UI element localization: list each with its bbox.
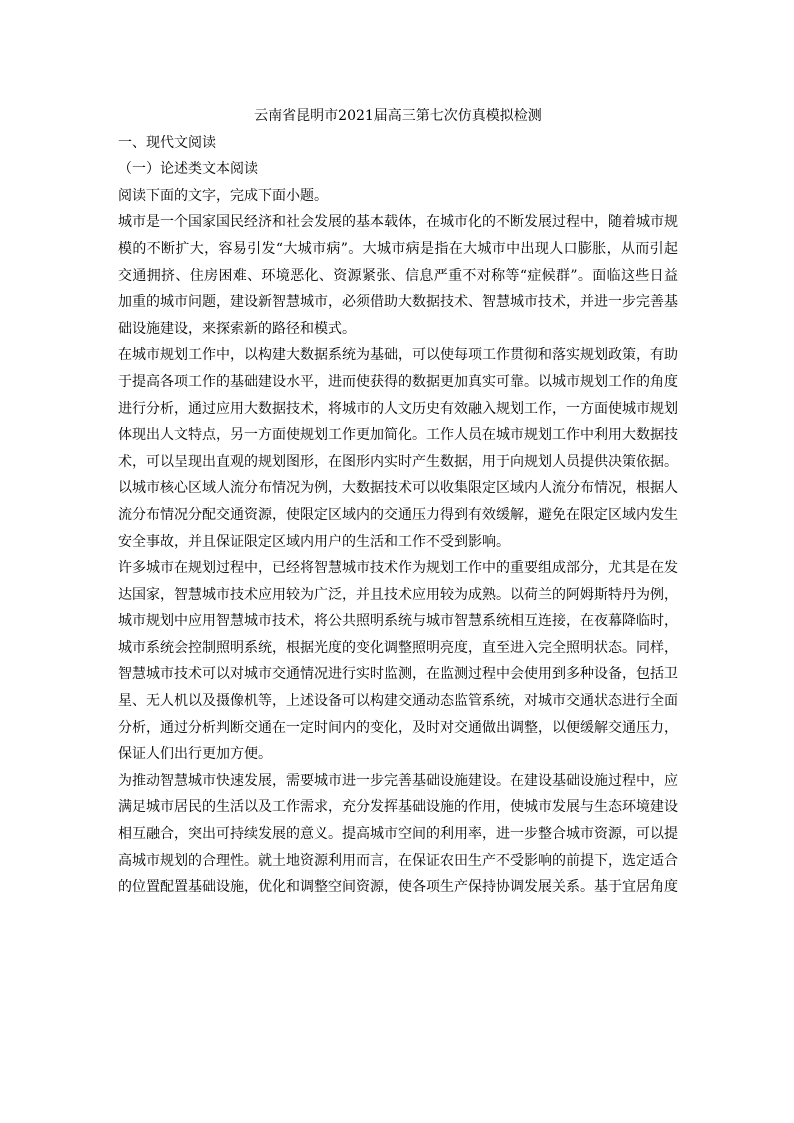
paragraph-2: 在城市规划工作中，以构建大数据系统为基础，可以使每项工作贯彻和落实规划政策，有助于提高各项工作的基础建设水平，进而使获得的数据更加真实可靠。以城市规划工作的角度进行分析，通过应用大数据技术，将城市的人文历史有效融入规划工作，一方面使城市规划体现出人文特点，另一方面使规划工作更加简化。工作人员在城市规划工作中利用大数据技术，可以呈现出直观的规划图形，在图形内实时产生数据，用于向规划人员提供决策依据。以城市核心区域人流分布情况为例，大数据技术可以收集限定区域内人流分布情况，根据人流分布情况分配交通资源，使限定区域内的交通压力得到有效缓解，避免在限定区域内发生安全事故，并且保证限定区域内用户的生活和工作不受到影响。 [118,347,678,550]
paragraph-3: 许多城市在规划过程中，已经将智慧城市技术作为规划工作中的重要组成部分，尤其是在发达国家，智慧城市技术应用较为广泛，并且技术应用较为成熟。以荷兰的阿姆斯特丹为例，城市规划中应用智慧城市技术，将公共照明系统与城市智慧系统相互连接，在夜幕降临时，城市系统会控制照明系统，根据光度的变化调整照明亮度，直至进入完全照明状态。同样，智慧城市技术可以对城市交通情况进行实时监测，在监测过程中会使用到多种设备，包括卫星、无人机以及摄像机等，上述设备可以构建交通动态监管系统，对城市交通状态进行全面分析，通过分析判断交通在一定时间内的变化，及时对交通做出调整，以便缓解交通压力，保证人们出行更加方便。 [118,560,678,763]
subsection-heading: （一）论述类文本阅读 [118,161,258,178]
paragraph-1: 城市是一个国家国民经济和社会发展的基本载体，在城市化的不断发展过程中，随着城市规模的不断扩大，容易引发“大城市病”。大城市病是指在大城市中出现人口膨胀，从而引起交通拥挤、住房困难、环境恶化、资源紧张、信息严重不对称等“症候群”。面临这些日益加重的城市问题，建设新智慧城市，必须借助大数据技术、智慧城市技术，并进一步完善基础设施建设，来探索新的路径和模式。 [118,214,678,337]
reading-instruction: 阅读下面的文字，完成下面小题。 [118,187,328,204]
document-title: 云南省昆明市2021届高三第七次仿真模拟检测 [254,108,542,124]
paragraph-4: 为推动智慧城市快速发展，需要城市进一步完善基础设施建设。在建设基础设施过程中，应满足城市居民的生活以及工作需求，充分发挥基础设施的作用，使城市发展与生态环境建设相互融合，突出可持续发展的意义。提高城市空间的利用率，进一步整合城市资源，可以提高城市规划的合理性。就土地资源利用而言，在保证农田生产不受影响的前提下，选定适合的位置配置基础设施，优化和调整空间资源，使各项生产保持协调发展关系。基于宜居角度 [118,772,678,896]
section-heading: 一、现代文阅读 [118,134,216,151]
document-body [118,103,678,901]
